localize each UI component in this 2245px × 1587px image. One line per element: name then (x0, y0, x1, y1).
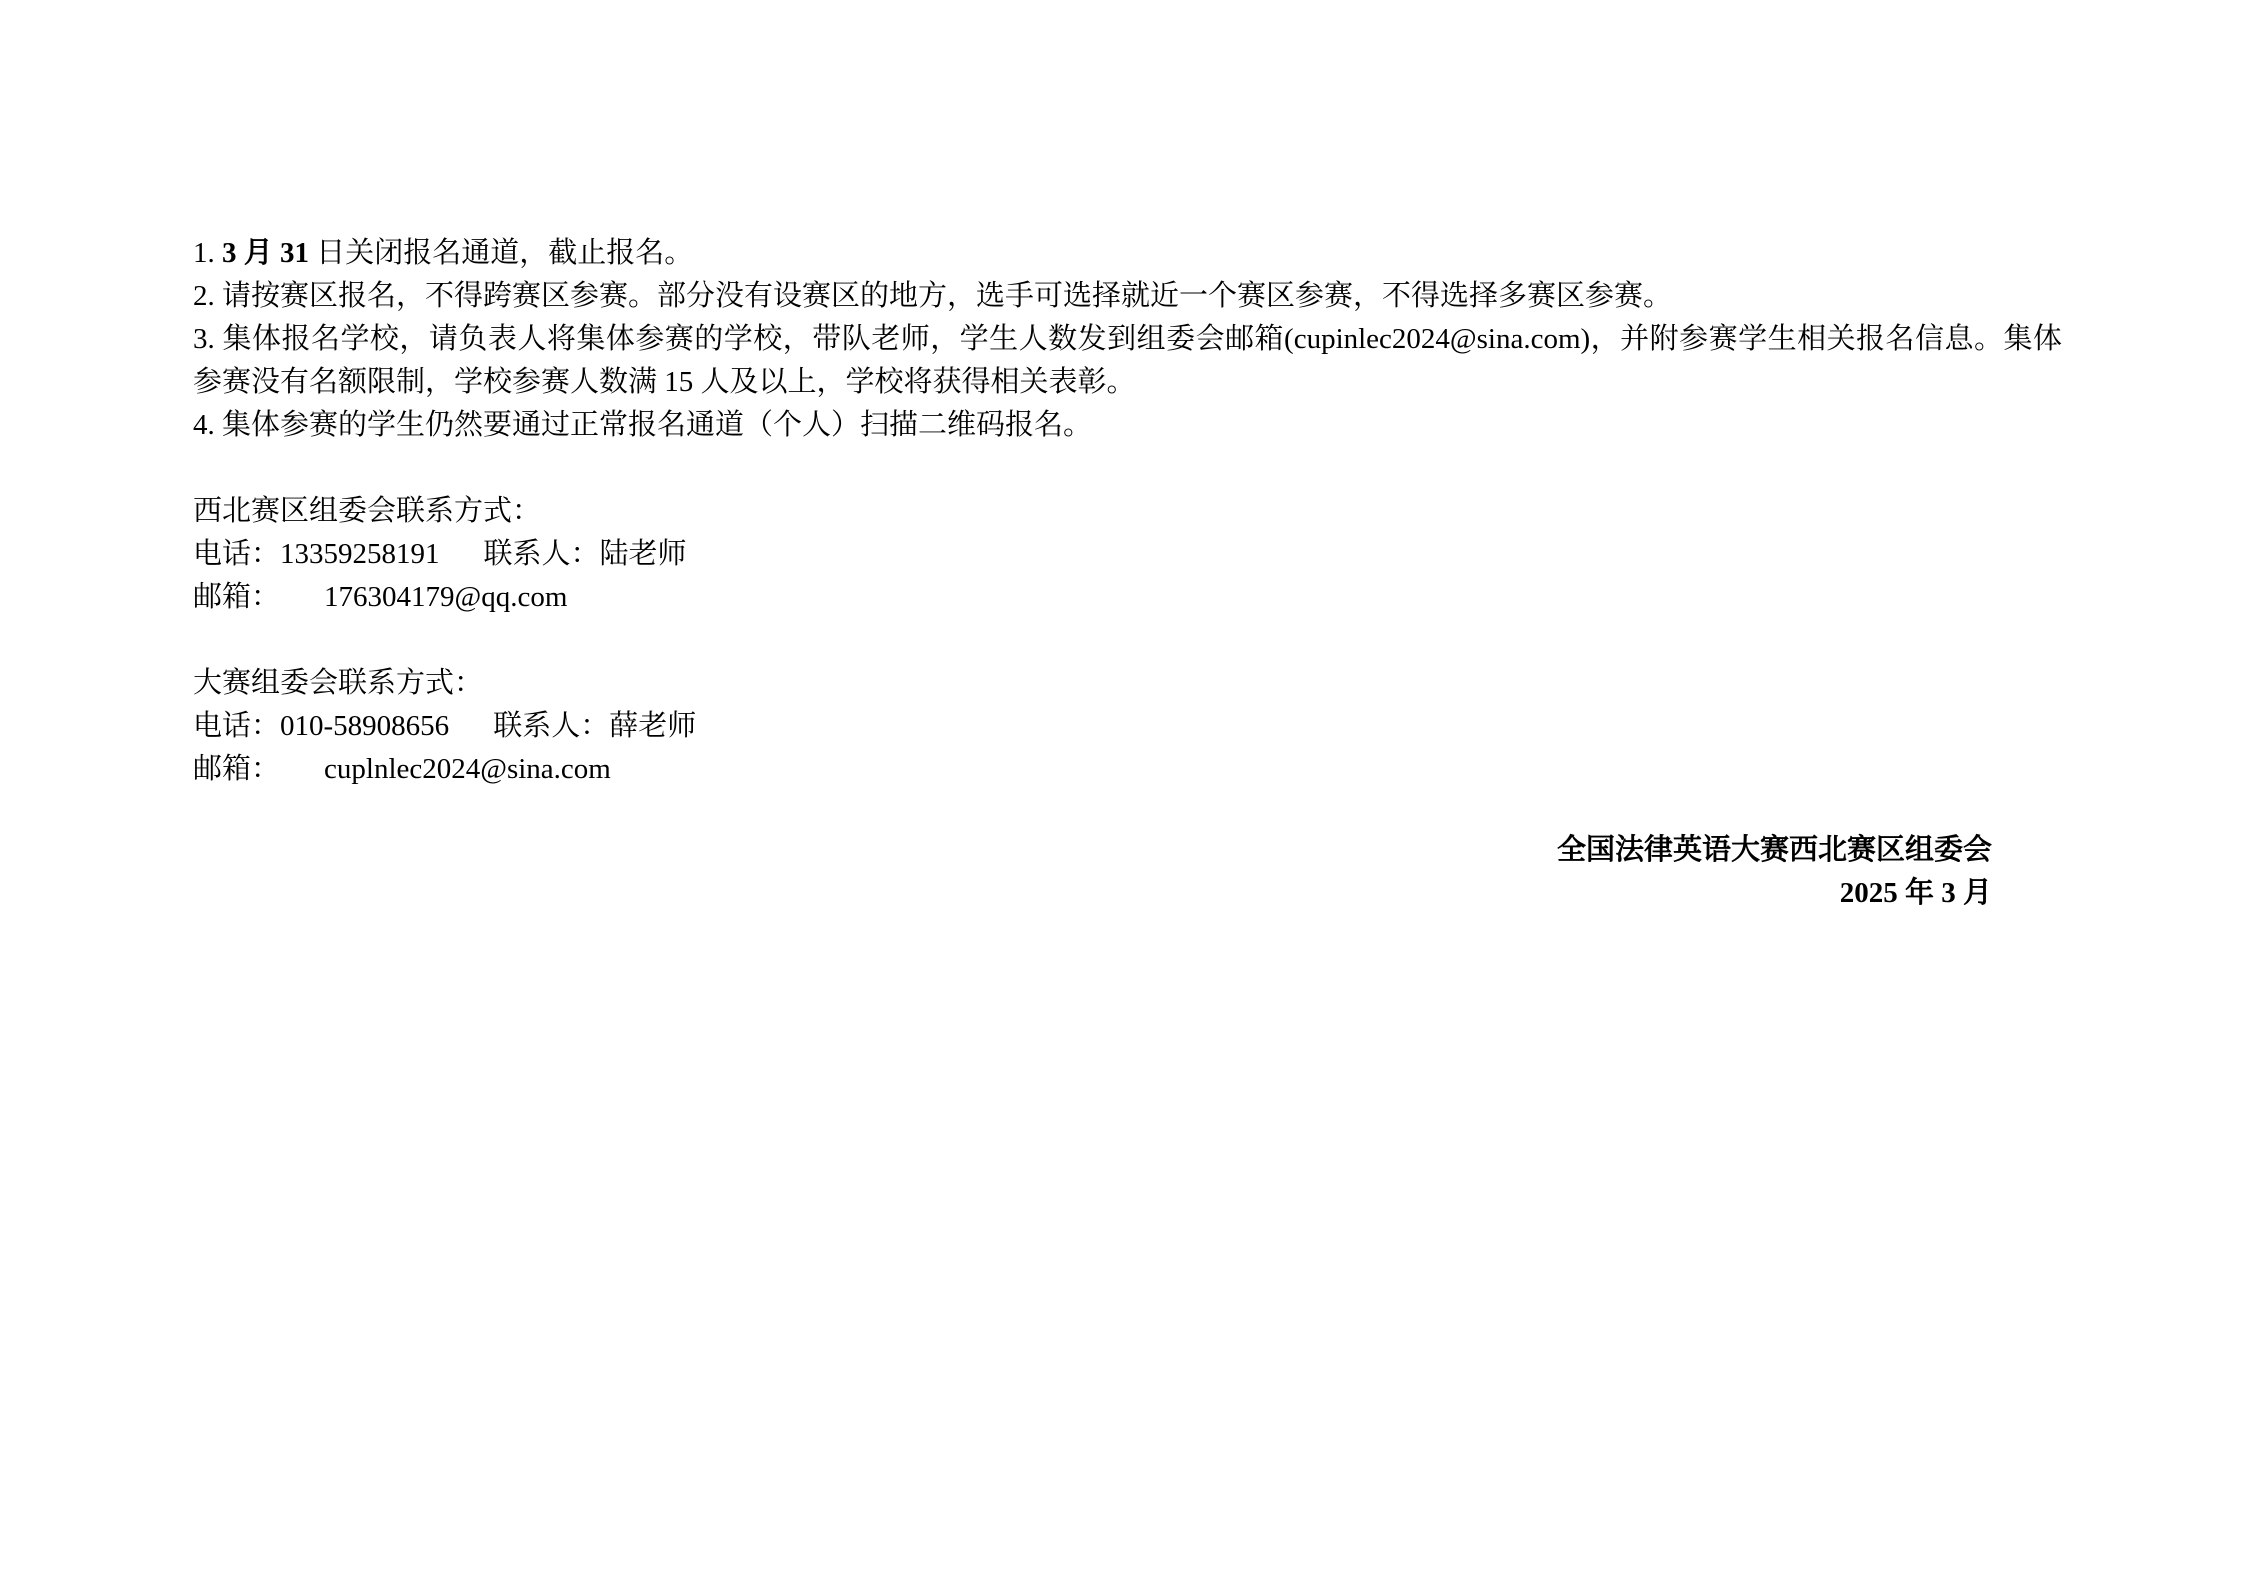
national-email-label: 邮箱： (193, 753, 281, 785)
national-contact-heading: 大赛组委会联系方式： (193, 667, 484, 699)
regional-contact-section (193, 490, 2062, 619)
notice-item-1-rest: 日关闭报名通道，截止报名。 (309, 237, 694, 269)
regional-email-address: 176304179@qq.com (324, 581, 568, 613)
signature-block (193, 829, 1992, 915)
signature-organization: 全国法律英语大赛西北赛区组委会 (1556, 834, 1992, 866)
regional-contact-heading: 西北赛区组委会联系方式： (193, 495, 542, 527)
national-contact-email-line (193, 748, 2062, 791)
regional-contact-email-line (193, 576, 2062, 619)
national-email-address: cuplnlec2024@sina.com (324, 753, 611, 785)
notice-item-1-deadline-date: 3 月 31 (222, 237, 310, 269)
national-phone-label: 电话： (193, 710, 281, 742)
regional-contact-person-label: 联系人： (483, 538, 600, 570)
national-contact-person-name: 薛老师 (609, 710, 697, 742)
notice-item-2: 2. 请按赛区报名，不得跨赛区参赛。部分没有设赛区的地方，选手可选择就近一个赛区参赛，不得选择多赛区参赛。 (193, 280, 1673, 312)
national-contact-section (193, 662, 2062, 791)
national-contact-person-label: 联系人： (493, 710, 610, 742)
regional-phone-number: 13359258191 (280, 538, 440, 570)
national-contact-phone-line (193, 705, 2062, 748)
document-content (193, 232, 2062, 915)
regional-email-label: 邮箱： (193, 581, 281, 613)
notice-item-1-prefix: 1. (193, 237, 222, 269)
regional-contact-person-name: 陆老师 (599, 538, 687, 570)
signature-date: 2025 年 3 月 (1839, 877, 1992, 909)
notice-item-1 (193, 232, 2062, 275)
regional-phone-label: 电话： (193, 538, 281, 570)
notice-item-4: 4. 集体参赛的学生仍然要通过正常报名通道（个人）扫描二维码报名。 (193, 409, 1093, 441)
national-phone-number: 010-58908656 (280, 710, 450, 742)
notice-item-3: 3. 集体报名学校，请负表人将集体参赛的学校，带队老师，学生人数发到组委会邮箱(cupinlec2024@sina.com)，并附参赛学生相关报名信息。集体参赛没有名额限制，学校参赛人数满 15 人及以上，学校将获得相关表彰。 (193, 323, 2062, 398)
regional-contact-phone-line (193, 533, 2062, 576)
